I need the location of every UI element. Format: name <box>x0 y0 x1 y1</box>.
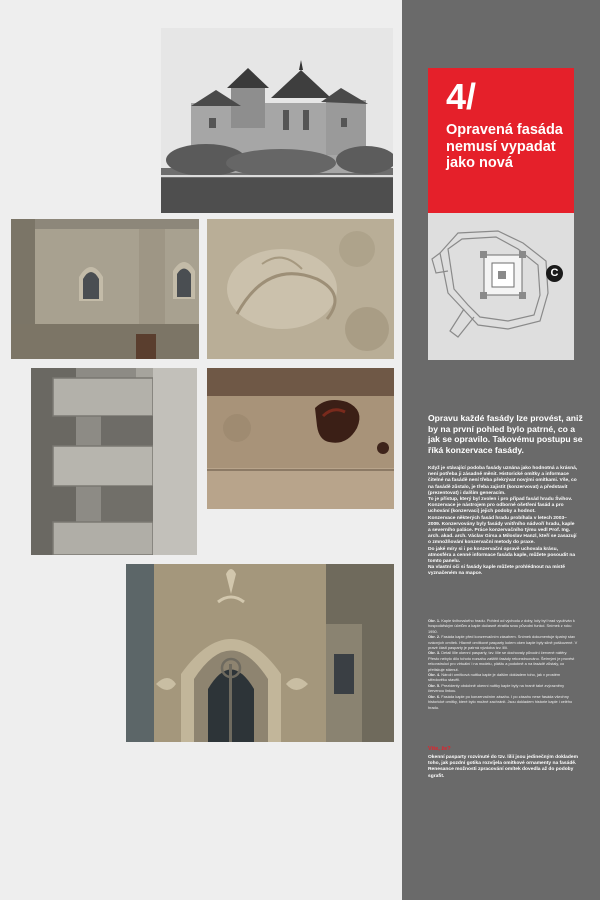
caption-item <box>428 694 578 710</box>
panel-header <box>428 68 574 213</box>
caption-text: Fasáda kaple před konzervačním zásahem. Snímek dokumentuje špatný stav vzácných omítek. Hlavně omítkové pasparty kolem oken kaple byly silně poškozené. V pravé části pasparty je patrná výzdoba tzv. lilií. <box>428 634 578 651</box>
caption-label: Obr. 1. <box>428 618 441 623</box>
caption-text: Nároží omítková nuttka kaple je dalším dokladem toho, jak v prostém středověku stavěli. <box>428 672 561 683</box>
caption-text: Fasáda kaple po konzervačním zásahu. I po zásahu nese fasáda všechny historické omítky, které bylo možné zachránit. Jsou dokladem historie kaple i celého hradu. <box>428 693 573 710</box>
caption-label: Obr. 6. <box>428 693 441 699</box>
caption-label: Obr. 2. <box>428 634 441 640</box>
caption-item <box>428 683 578 694</box>
body-paragraph: Na vlastní oči si fasády kaple můžete prohlédnout na místě vyznačeném na mapce. <box>428 565 565 577</box>
caption-item <box>428 618 578 634</box>
caption-item <box>428 650 578 672</box>
body-paragraph: Konzervace některých fasád hradu probíhala v letech 2003–2009. Konzervovány byly fasády vnitřního nádvoří hradu, kaple a severního paláce. Práce konzervačního týmu vedl Prof. Ing. arch. akad. arch. Václav Girsa a Miloslav Hanzl, kteří se zasazují o zmnožňování konzervační metody do praxe. <box>428 515 577 546</box>
caption-label: Obr. 3. <box>428 650 441 656</box>
body-paragraph: To je přístup, který byl zvolen i pro případ fasád hradu Švihov. Konzervace je nástrojem pro odborné ošetření fasád a pro uchování (konzervaci) jejich podoby a hodnot. <box>428 497 573 515</box>
body-text <box>428 466 578 578</box>
photo-chapel-window-after <box>126 564 394 742</box>
body-paragraph: Když je stávající podoba fasády uznána jako hodnotná a krásná, není potřeba ji zásadně měnit. Historické omítky a informace čitelné na fasádě není třeba překrývat novými omítkami. Vše, co na fasádě zůstalo, je třeba zajistit (konzervovat) a představit (prezentovat) i dalším generacím. <box>428 466 578 496</box>
castle-map <box>428 213 574 360</box>
photo-plaster-red-edge <box>207 368 394 509</box>
map-location-marker: C <box>546 265 563 282</box>
caption-text: Prezidenty obdobně okenní nuttky kaple byly na hraně také zvýrazněny červenou linkou. <box>428 682 565 694</box>
note-text: Okenní pasparty rozvinuté do tzv. lilií jsou jedinečným dokladem toho, jak pozdní gotika rozvíjela omítkové ornamenty na fasádě. Renesance možnosti zpracování omítek dovedla až do podoby sgrafit. <box>428 755 578 779</box>
panel-number: 4/ <box>446 76 477 117</box>
photo-historic-castle <box>161 28 393 213</box>
panel-title: Opravená fasáda nemusí vypadat jako nová <box>446 122 563 171</box>
caption-text: Detail lilie okenní pasparty, tzv. lilie se dochovaly původní červené nátěry. Přesto nebylo dílo tohoto rozsahu zaštítit fasády rekonstruováno. Šetrnými je provést rekonstrukci pro virtuální i na modelu, pláštu a podobně a na fasádě zůstaly, co přetiskuje stárnut. <box>428 650 575 672</box>
body-paragraph: Do jaké míry si i po konzervační opravě uchovala krásu, atmosféra a cenné informace fasáda kaple, můžete posoudit na tomto panelu. <box>428 546 576 565</box>
caption-item <box>428 672 578 683</box>
caption-item <box>428 634 578 650</box>
caption-label: Obr. 5. <box>428 682 441 688</box>
photo-corner-plaster <box>31 368 197 555</box>
photo-chapel-facade-before <box>11 219 199 359</box>
caption-text: Kaple švihovského hradu. Pohled od východu z doby, kdy byl hrad využíván k hospodářským účelům a kaple dočasně ztratila svou původní funkci. Snímek z roku 1950. <box>428 618 575 634</box>
figure-captions <box>428 618 578 710</box>
lead-paragraph: Opravu každé fasády lze provést, aniž by na první pohled bylo patrné, co a jak se opravilo. Takovému postupu se říká konzervace fasády. <box>428 413 583 455</box>
caption-label: Obr. 4. <box>428 672 441 678</box>
photo-lily-plaster-detail <box>207 219 394 359</box>
note-heading: Víte, že? <box>428 746 451 752</box>
